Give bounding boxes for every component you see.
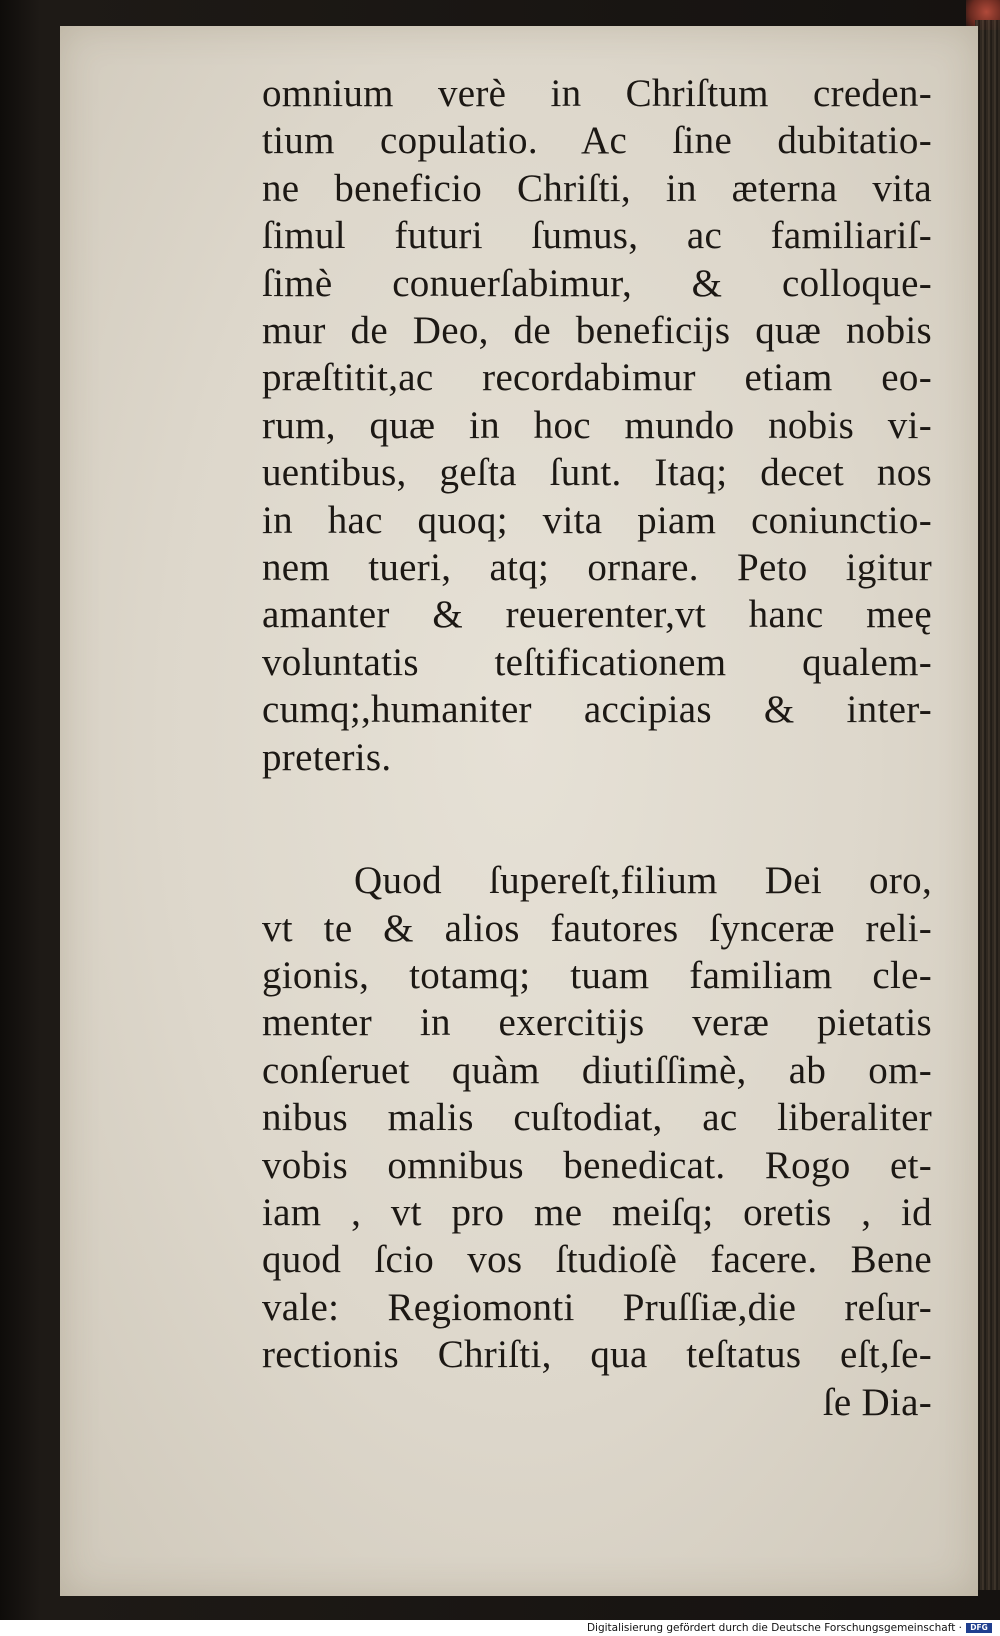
text-line: ſimul futuri ſumus, ac familiariſ- [262,214,932,258]
text-line: vobis omnibus benedicat. Rogo et- [262,1143,932,1187]
text-line: menter in exercitijs veræ pietatis [262,1001,932,1045]
page-stack-edge [975,20,1000,1590]
text-line: nibus malis cuſtodiat, ac liberaliter [262,1096,932,1140]
digitization-footer [0,1620,1000,1636]
text-line: nem tueri, atq; ornare. Peto igitur [262,546,932,590]
text-line: mur de Deo, de beneficijs quæ nobis [262,309,932,353]
text-line: iam , vt pro me meiſq; oretis , id [262,1190,932,1234]
footer-credit: Digitalisierung gefördert durch die Deutsche Forschungsgemeinschaft · [586,1622,962,1634]
text-line: rectionis Chriſti, qua teſtatus eſt,ſe- [262,1333,932,1377]
text-line: ne beneficio Chriſti, in æterna vita [262,166,932,210]
text-line: tium copulatio. Ac ſine dubitatio- [262,119,932,163]
text-line: conſeruet quàm diutiſſimè, ab om- [262,1048,932,1092]
text-line: præſtitit,ac recordabimur etiam eo- [262,356,932,400]
catchword: ſe Dia- [822,1380,932,1424]
text-line: vt te & alios fautores ſynceræ reli- [262,906,932,950]
text-line: preteris. [262,735,392,779]
paragraph-gap [262,781,942,857]
page-text [262,70,942,1426]
text-line: amanter & reuerenter,vt hanc meę [262,593,932,637]
dfg-logo-icon: DFG [966,1623,992,1633]
paragraph-1 [262,70,942,781]
text-line: uentibus, geſta ſunt. Itaq; decet nos [262,451,932,495]
text-line: gionis, totamq; tuam familiam cle- [262,953,932,997]
text-line: ſimè conuerſabimur, & colloque- [262,261,932,305]
text-line: cumq;,humaniter accipias & inter- [262,688,932,732]
text-line: rum, quæ in hoc mundo nobis vi- [262,403,932,447]
text-line: quod ſcio vos ſtudioſè facere. Bene [262,1238,932,1282]
text-line: omnium verè in Chriſtum creden- [262,72,932,115]
text-line: voluntatis teſtificationem qualem- [262,640,932,684]
text-line: vale: Regiomonti Pruſſiæ,die reſur- [262,1285,932,1329]
paragraph-2 [262,857,942,1378]
text-line: in hac quoq; vita piam coniunctio- [262,498,932,542]
text-line: Quod ſupereſt,filium Dei oro, [354,859,932,903]
